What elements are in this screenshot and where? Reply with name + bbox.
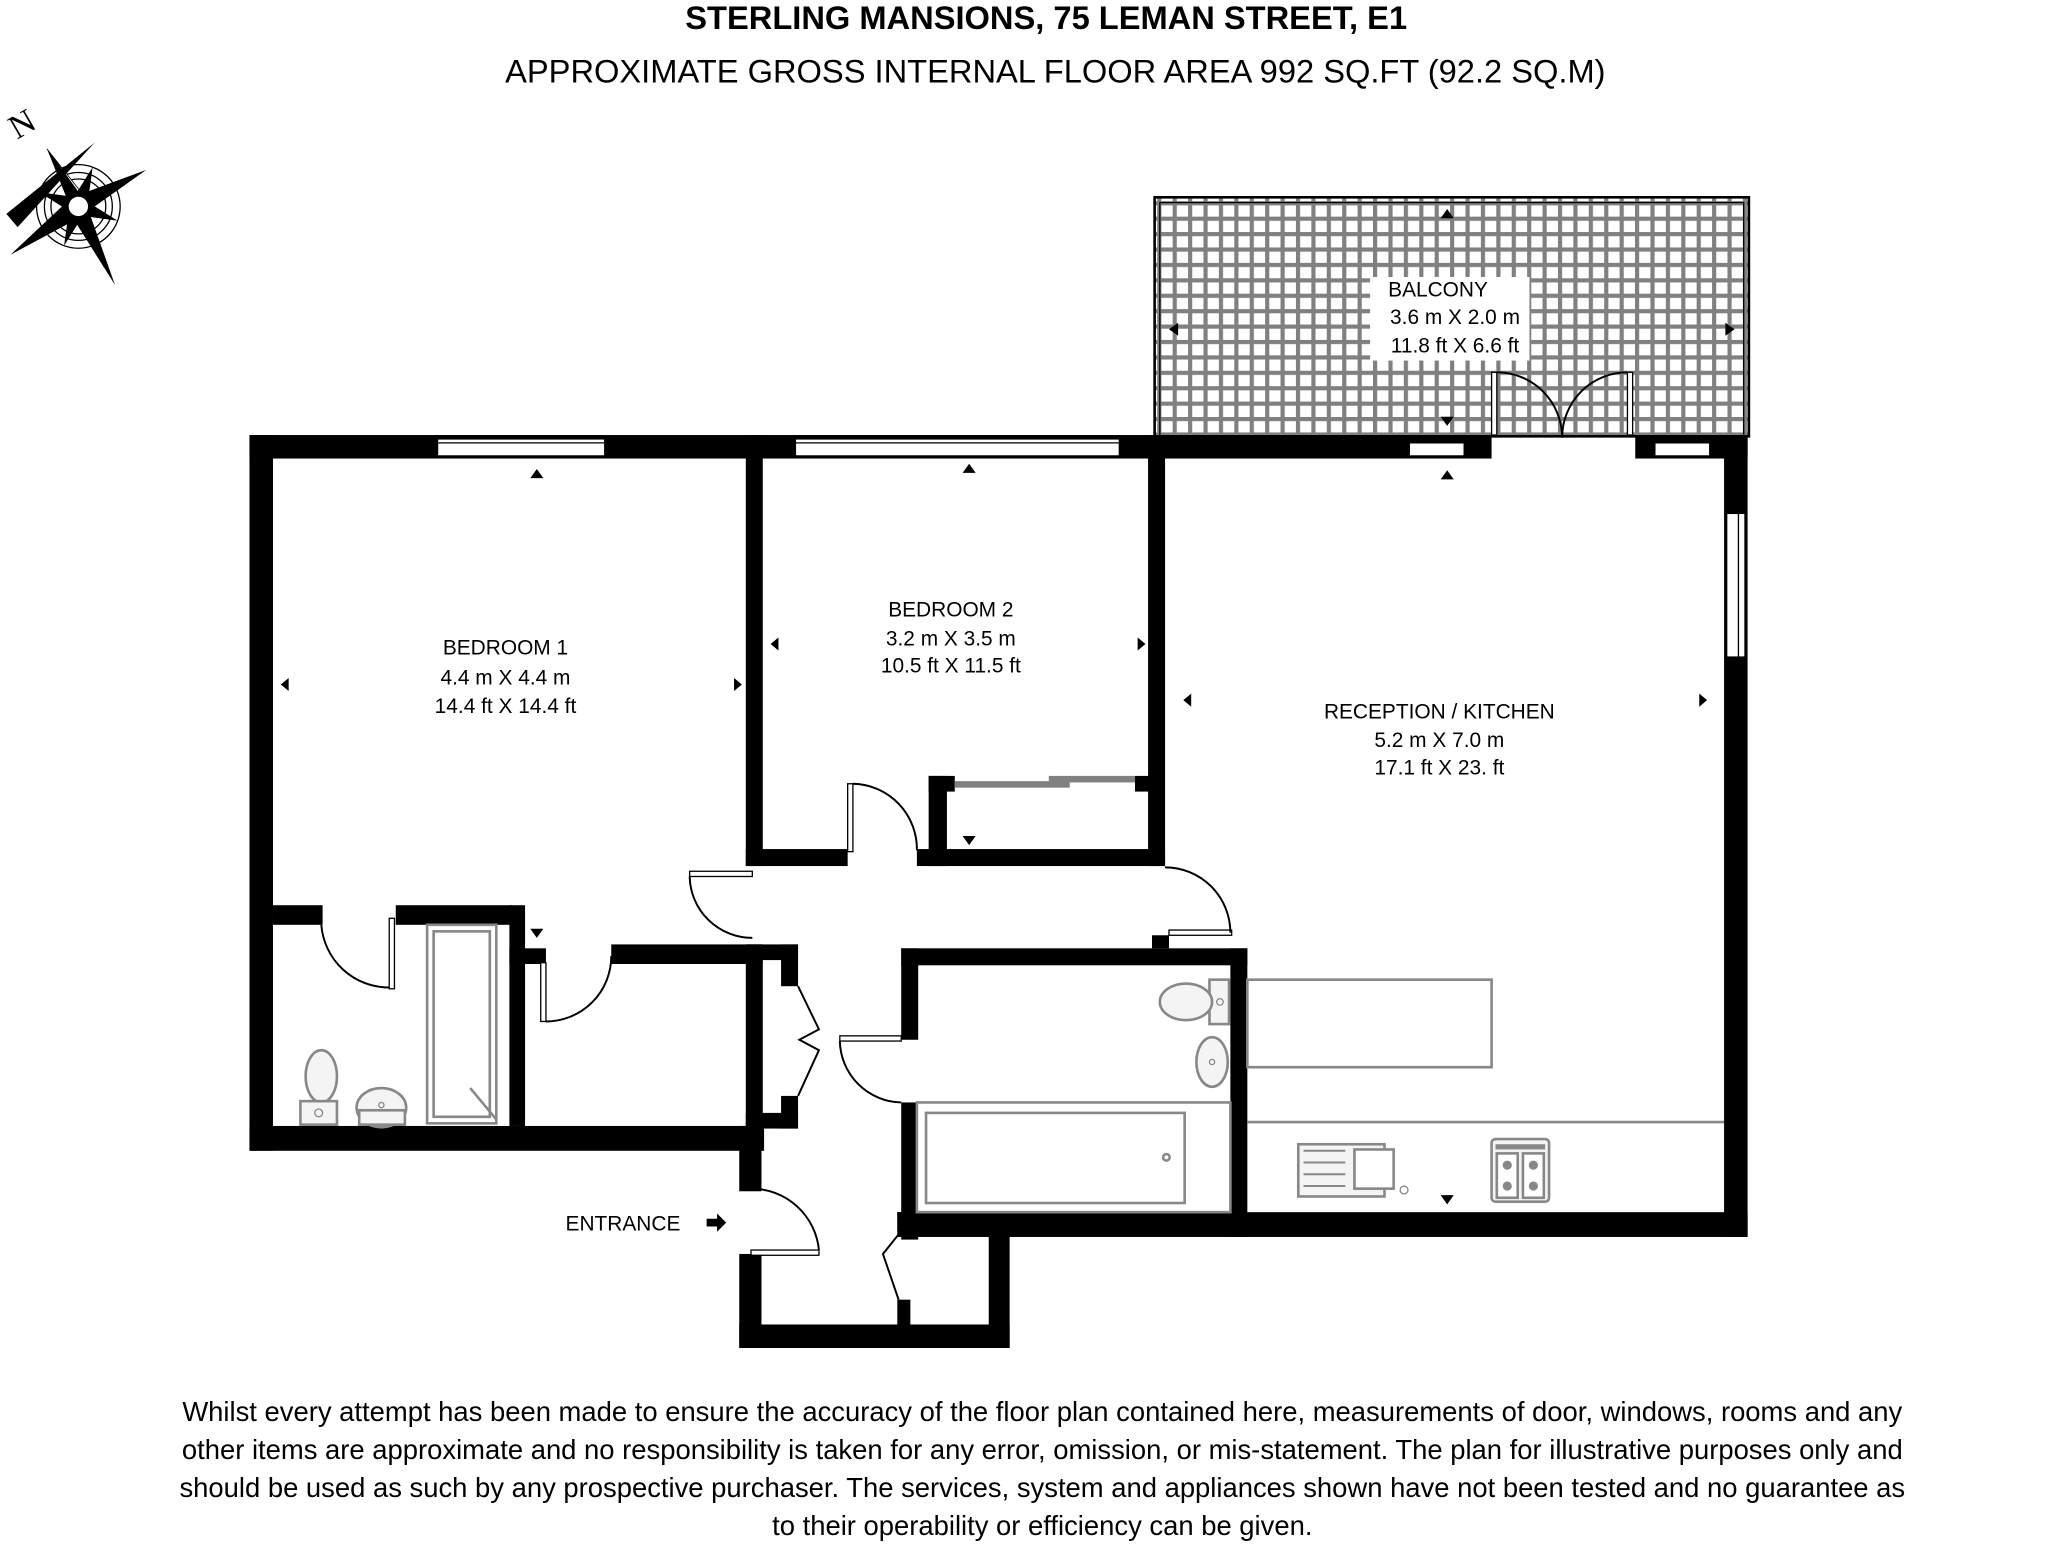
room-bedroom-1	[281, 469, 742, 938]
compass-rose-icon	[3, 78, 147, 284]
north-label: N	[2, 102, 43, 147]
balcony-imperial: 11.8 ft X 6.6 ft	[1390, 334, 1520, 358]
floor-area-subtitle: APPROXIMATE GROSS INTERNAL FLOOR AREA 992 SQ.FT (92.2 SQ.M)	[505, 52, 1606, 90]
disclaimer-line: Whilst every attempt has been made to ensure the accuracy of the floor plan contained here, measurements of door, windows, rooms and any	[182, 1396, 1903, 1428]
room-name: BEDROOM 2	[888, 598, 1014, 622]
toilet-icon	[1160, 980, 1229, 1024]
room-name: RECEPTION / KITCHEN	[1323, 700, 1555, 724]
basin-icon	[1196, 1037, 1227, 1087]
room-metric: 5.2 m X 7.0 m	[1374, 729, 1505, 753]
room-bedroom-2	[771, 464, 1146, 845]
kitchen-island	[1247, 980, 1491, 1068]
entrance-label: ENTRANCE	[565, 1212, 681, 1236]
room-imperial: 10.5 ft X 11.5 ft	[880, 654, 1021, 678]
windows	[438, 439, 1745, 660]
balcony	[1155, 197, 1749, 436]
balcony-name: BALCONY	[1388, 278, 1488, 302]
disclaimer-line: should be used as such by any prospective purchaser. The services, system and appliances shown have not been tested and no guarantee as	[179, 1471, 1906, 1503]
room-reception-kitchen	[1183, 470, 1707, 1204]
toilet-icon	[300, 1050, 337, 1124]
room-name: BEDROOM 1	[442, 636, 569, 660]
disclaimer	[179, 1396, 1905, 1541]
room-imperial: 17.1 ft X 23. ft	[1374, 756, 1505, 780]
room-imperial: 14.4 ft X 14.4 ft	[434, 695, 577, 719]
entrance-marker	[566, 1212, 727, 1235]
hob-icon	[1492, 1139, 1549, 1202]
room-metric: 3.2 m X 3.5 m	[885, 627, 1016, 651]
bathtub-icon	[917, 1102, 1230, 1212]
room-metric: 4.4 m X 4.4 m	[440, 666, 571, 690]
balcony-metric: 3.6 m X 2.0 m	[1390, 306, 1520, 329]
basin-icon	[357, 1088, 407, 1127]
kitchen-sink-icon	[1298, 1144, 1408, 1196]
arrow-right-icon	[707, 1213, 727, 1231]
disclaimer-line: other items are approximate and no responsibility is taken for any error, omission, or mis-statement. The plan for illustrative purposes only and	[181, 1434, 1903, 1466]
plan-title: STERLING MANSIONS, 75 LEMAN STREET, E1	[685, 0, 1408, 36]
disclaimer-line: to their operability or efficiency can be given.	[772, 1509, 1313, 1541]
